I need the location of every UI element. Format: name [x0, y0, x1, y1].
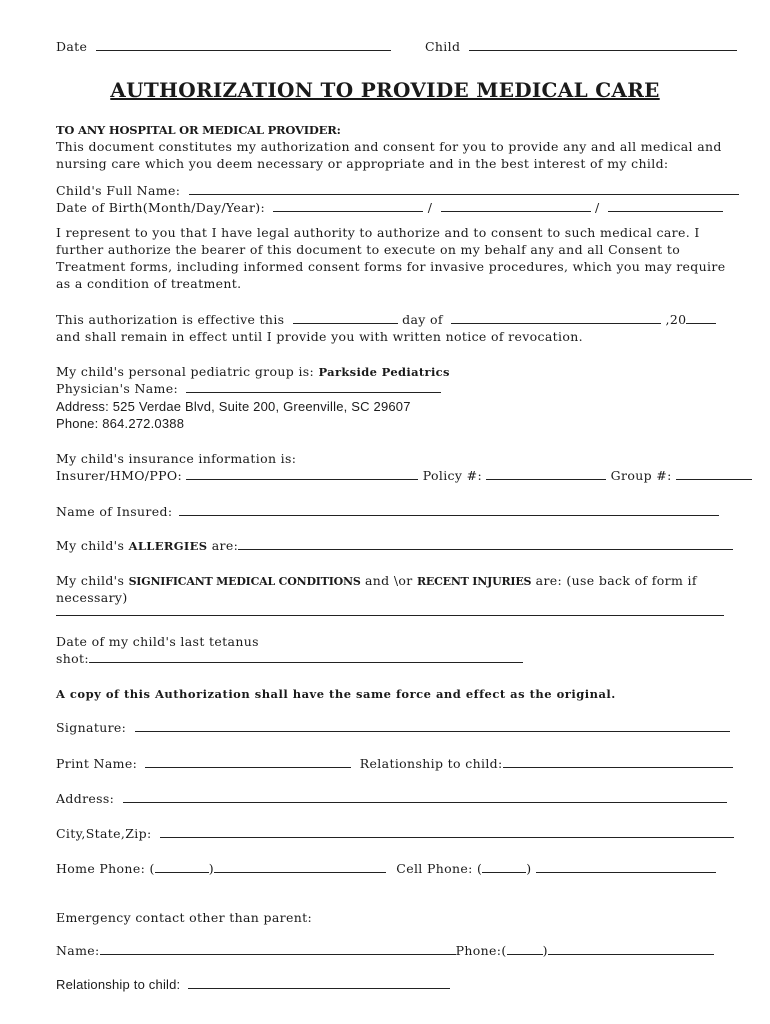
home-phone-label: Home Phone:: [56, 861, 146, 876]
child-full-name-row: [56, 183, 739, 199]
allergies-prefix: My child's: [56, 538, 125, 553]
child-full-name-label: Child's Full Name:: [56, 183, 181, 198]
name-of-insured-field[interactable]: [179, 504, 719, 516]
intro-line-2: nursing care which you deem necessary or appropriate and in the best interest of my child:: [56, 156, 669, 171]
emergency-relationship-label: Relationship to child:: [56, 977, 181, 992]
represent-line-1: I represent to you that I have legal authority to authorize and to consent to such medical care. I: [56, 225, 700, 240]
relationship-field[interactable]: [503, 756, 733, 768]
effective-month-field[interactable]: [451, 312, 661, 324]
relationship-label: Relationship to child:: [359, 756, 503, 771]
insurer-label: Insurer/HMO/PPO:: [56, 468, 183, 483]
address-row: [56, 791, 727, 807]
physician-label: Physician's Name:: [56, 381, 179, 396]
emergency-phone-close: ): [542, 943, 548, 958]
tetanus-field[interactable]: [89, 651, 523, 663]
pediatric-phone: Phone: 864.272.0388: [56, 416, 185, 431]
effective-year-field[interactable]: [686, 312, 716, 324]
emergency-relationship-field[interactable]: [188, 977, 450, 989]
dob-label: Date of Birth(Month/Day/Year):: [56, 200, 266, 215]
child-full-name-field[interactable]: [189, 183, 739, 195]
pediatric-group-label: My child's personal pediatric group is:: [56, 364, 315, 379]
conditions-field[interactable]: [56, 604, 724, 616]
home-phone-close: ): [208, 861, 214, 876]
home-phone-open: (: [149, 861, 155, 876]
city-state-zip-label: City,State,Zip:: [56, 826, 152, 841]
effective-prefix: This authorization is effective this: [56, 312, 285, 327]
signature-field[interactable]: [135, 720, 730, 732]
child-field[interactable]: [469, 39, 737, 51]
effective-day-of: day of: [402, 312, 443, 327]
conditions-prefix: My child's: [56, 573, 125, 588]
address-field[interactable]: [123, 791, 727, 803]
allergies-bold: ALLERGIES: [128, 539, 208, 553]
conditions-field-row: [56, 604, 724, 620]
dob-separator: /: [427, 200, 433, 215]
policy-field[interactable]: [486, 468, 606, 480]
cell-phone-close: ): [526, 861, 532, 876]
tetanus-label: shot:: [56, 651, 89, 666]
print-name-row: [56, 756, 733, 772]
conditions-row: [56, 573, 697, 590]
dob-month-field[interactable]: [273, 200, 423, 212]
signature-label: Signature:: [56, 720, 127, 735]
home-phone-area-field[interactable]: [155, 861, 209, 873]
home-phone-field[interactable]: [214, 861, 386, 873]
cell-phone-area-field[interactable]: [482, 861, 526, 873]
emergency-phone-area-field[interactable]: [507, 943, 543, 955]
represent-line-2: further authorize the bearer of this document to execute on my behalf any and all Consent to: [56, 242, 681, 257]
group-field[interactable]: [676, 468, 752, 480]
group-label: Group #:: [610, 468, 672, 483]
conditions-middle: and \or: [364, 573, 413, 588]
allergies-field[interactable]: [238, 538, 733, 550]
conditions-line-2: necessary): [56, 590, 128, 605]
child-label: Child: [424, 39, 461, 54]
represent-line-4: as a condition of treatment.: [56, 276, 242, 291]
emergency-phone-open: (: [501, 943, 507, 958]
insurance-row: [56, 468, 752, 484]
dob-day-field[interactable]: [441, 200, 591, 212]
tetanus-row: [56, 651, 523, 667]
cell-phone-open: (: [477, 861, 483, 876]
physician-row: [56, 381, 441, 397]
allergies-row: [56, 538, 733, 554]
cell-phone-field[interactable]: [536, 861, 716, 873]
emergency-name-label: Name:: [56, 943, 100, 958]
emergency-name-field[interactable]: [100, 943, 456, 955]
policy-label: Policy #:: [422, 468, 483, 483]
name-of-insured-row: [56, 504, 719, 520]
insurer-field[interactable]: [186, 468, 418, 480]
effective-line-2: and shall remain in effect until I provide you with written notice of revocation.: [56, 329, 583, 344]
allergies-suffix: are:: [211, 538, 239, 553]
physician-field[interactable]: [186, 381, 441, 393]
emergency-relationship-row: [56, 977, 450, 993]
signature-row: [56, 720, 730, 736]
print-name-field[interactable]: [145, 756, 351, 768]
represent-line-3: Treatment forms, including informed consent forms for invasive procedures, which you may require: [56, 259, 726, 274]
conditions-suffix: are: (use back of form if: [535, 573, 697, 588]
city-state-zip-field[interactable]: [160, 826, 734, 838]
date-field[interactable]: [96, 39, 391, 51]
date-label: Date: [56, 39, 88, 54]
dob-year-field[interactable]: [608, 200, 723, 212]
conditions-bold-1: SIGNIFICANT MEDICAL CONDITIONS: [128, 575, 361, 588]
effective-day-field[interactable]: [293, 312, 398, 324]
emergency-phone-field[interactable]: [548, 943, 714, 955]
insurance-label: My child's insurance information is:: [56, 451, 297, 466]
dob-row: [56, 200, 723, 216]
copy-notice: A copy of this Authorization shall have the same force and effect as the original.: [56, 687, 616, 701]
effective-row: [56, 312, 716, 328]
pediatric-group-row: [56, 364, 450, 380]
emergency-heading: Emergency contact other than parent:: [56, 910, 313, 925]
pediatric-address: Address: 525 Verdae Blvd, Suite 200, Greenville, SC 29607: [56, 399, 411, 414]
page-title: AUTHORIZATION TO PROVIDE MEDICAL CARE: [110, 78, 660, 102]
dob-separator: /: [594, 200, 600, 215]
emergency-phone-label: Phone:: [455, 943, 502, 958]
effective-year-prefix: ,20: [665, 312, 687, 327]
cell-phone-label: Cell Phone:: [396, 861, 473, 876]
pediatric-group-name: Parkside Pediatrics: [318, 365, 450, 379]
address-label: Address:: [56, 791, 115, 806]
print-name-label: Print Name:: [56, 756, 138, 771]
conditions-bold-2: RECENT INJURIES: [416, 575, 532, 588]
city-state-zip-row: [56, 826, 734, 842]
name-of-insured-label: Name of Insured:: [56, 504, 173, 519]
emergency-name-row: [56, 943, 714, 959]
intro-line-1: This document constitutes my authorization and consent for you to provide any and all medical and: [56, 139, 722, 154]
header-row: [56, 39, 737, 55]
addressee: TO ANY HOSPITAL OR MEDICAL PROVIDER:: [56, 123, 341, 137]
tetanus-line-1: Date of my child's last tetanus: [56, 634, 259, 649]
phone-row: [56, 861, 716, 877]
